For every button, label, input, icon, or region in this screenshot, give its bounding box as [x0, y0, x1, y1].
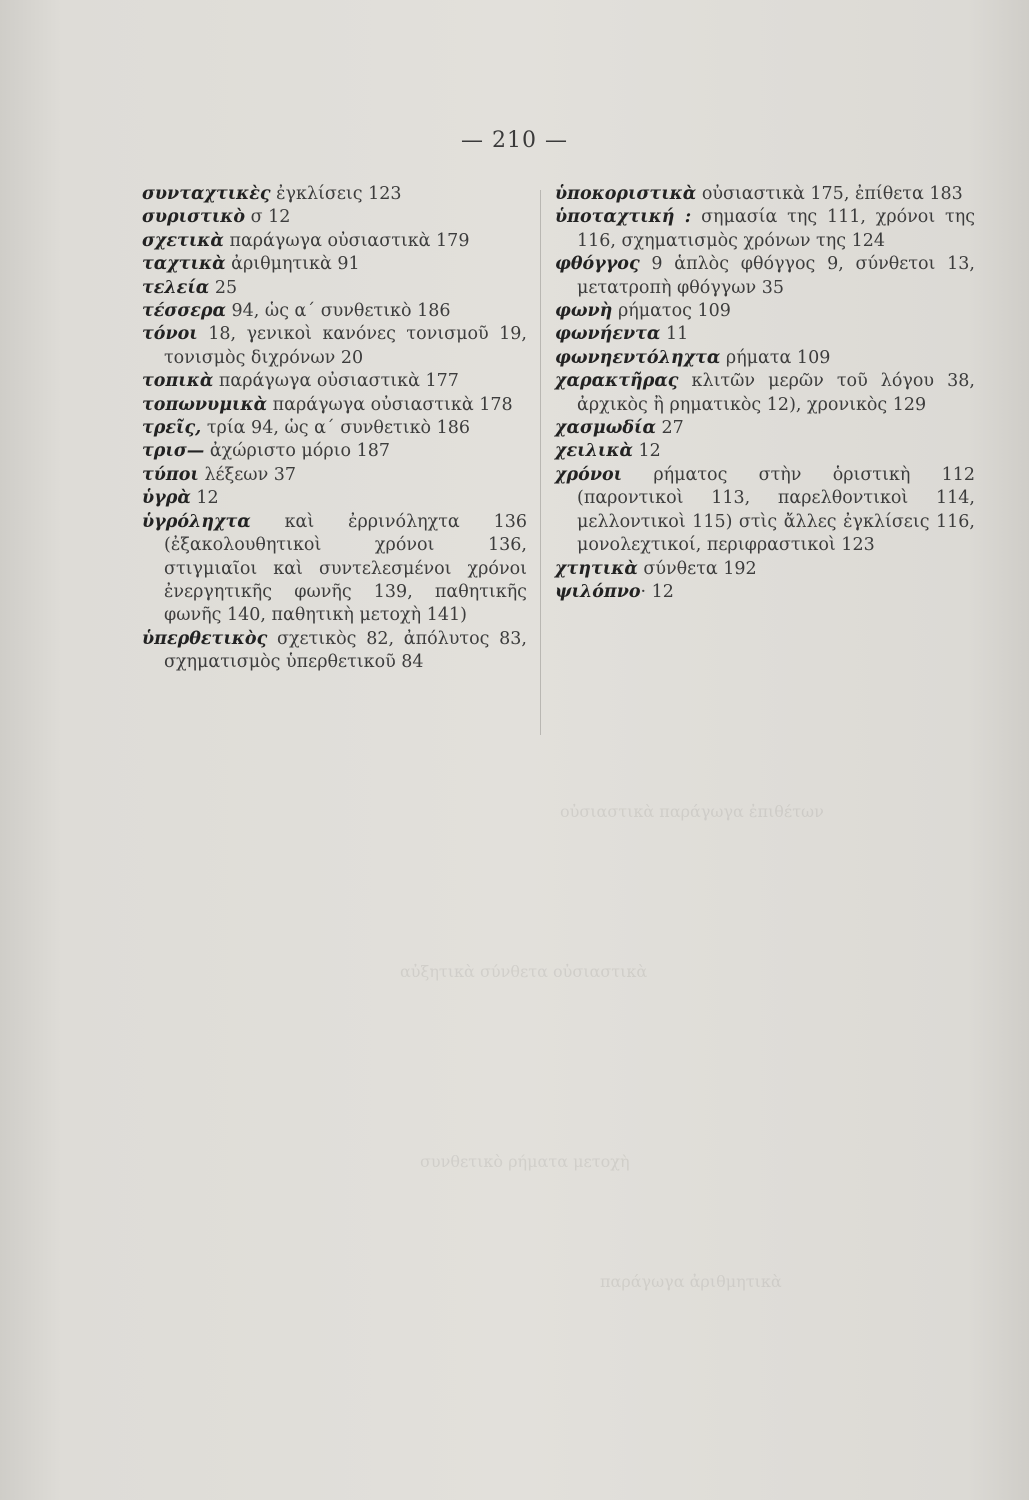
index-entry	[555, 370, 975, 417]
index-entry	[142, 323, 527, 370]
index-term: τελεία	[142, 277, 210, 298]
index-entry	[555, 558, 975, 581]
index-references: 12	[190, 488, 219, 509]
index-term: ψιλόπνο	[555, 581, 641, 602]
index-entry	[142, 183, 527, 206]
index-references: 25	[209, 277, 238, 298]
index-term: τοπωνυμικὰ	[142, 394, 268, 415]
bleed-through-text: αὐξητικὰ σύνθετα οὐσιαστικὰ	[400, 962, 648, 981]
index-references: 27	[655, 418, 684, 439]
index-entry	[555, 464, 975, 558]
index-entry	[555, 253, 975, 300]
index-term: σχετικὰ	[142, 230, 224, 251]
index-entry	[142, 277, 527, 300]
index-references: 12	[632, 441, 661, 462]
index-entry	[142, 300, 527, 323]
index-term: χρόνοι	[555, 464, 623, 485]
index-references: 18, γενικοὶ κανόνες τονισμοῦ 19, τονισμὸς διχρόνων 20	[164, 324, 527, 368]
index-references: σχετικὸς 82, ἀπόλυτος 83, σχηματισμὸς ὑπερθετικοῦ 84	[164, 628, 527, 673]
index-references: ρήματα 109	[720, 347, 831, 368]
index-term: ὑγρὰ	[142, 488, 191, 509]
index-references: παράγωγα οὐσιαστικὰ 178	[267, 394, 513, 415]
index-term: ταχτικὰ	[142, 254, 226, 275]
index-term: χαρακτῆρας	[555, 371, 679, 392]
index-references: οὐσιαστικὰ 175, ἐπίθετα 183	[696, 184, 963, 204]
index-references: ἀχώριστο μόριο 187	[204, 441, 390, 462]
index-entry	[142, 253, 527, 276]
index-references: παράγωγα οὐσιαστικὰ 177	[213, 371, 459, 392]
index-term: συνταχτικὲς	[142, 184, 271, 204]
index-entry	[142, 394, 527, 417]
index-entry	[142, 464, 527, 487]
index-term: ὑποταχτική :	[555, 207, 692, 228]
index-entry	[555, 206, 975, 253]
index-references: καὶ ἐρρινόληχτα 136 (ἐξακολουθητικοὶ χρόνοι 136, στιγμιαῖοι καὶ συντελεσμένοι χρόνοι ἐνεργητικῆς φωνῆς 139, παθητικῆς φωνῆς 140, παθητικὴ μετοχὴ 141)	[164, 511, 527, 626]
index-references: τρία 94, ὡς α΄ συνθετικὸ 186	[201, 418, 471, 439]
index-references: 11	[660, 324, 689, 345]
page-number: — 210 —	[461, 128, 568, 153]
index-entry	[142, 628, 527, 675]
index-term: φωνήεντα	[555, 324, 661, 345]
index-term: τοπικὰ	[142, 371, 214, 392]
index-references: κλιτῶν μερῶν τοῦ λόγου 38, ἀρχικὸς ἢ ρηματικὸς 12), χρονικὸς 129	[577, 371, 975, 415]
index-entry	[555, 417, 975, 440]
index-entry	[142, 511, 527, 628]
index-entry	[555, 581, 975, 604]
index-entry	[555, 183, 975, 206]
index-term: ὑγρόληχτα	[142, 511, 251, 532]
index-references: · 12	[640, 581, 674, 602]
index-entry	[142, 440, 527, 463]
bleed-through-text: οὐσιαστικὰ παράγωγα ἐπιθέτων	[560, 802, 824, 821]
index-column-left	[142, 183, 527, 675]
index-term: χειλικὰ	[555, 441, 633, 462]
index-entry	[555, 300, 975, 323]
index-term: τρισ—	[142, 441, 205, 462]
column-divider	[540, 190, 541, 735]
index-references: ἀριθμητικὰ 91	[225, 254, 360, 275]
index-term: τόνοι	[142, 324, 198, 345]
index-term: τρεῖς,	[142, 418, 202, 439]
index-entry	[142, 370, 527, 393]
index-term: ὑπερθετικὸς	[142, 628, 268, 649]
index-entry	[142, 230, 527, 253]
index-references: 94, ὡς α΄ συνθετικὸ 186	[225, 301, 451, 322]
index-references: λέξεων 37	[198, 464, 297, 485]
index-term: χτητικὰ	[555, 558, 638, 579]
index-entry	[555, 440, 975, 463]
bleed-through-text: συνθετικὸ ρήματα μετοχὴ	[420, 1152, 630, 1171]
index-references: παράγωγα οὐσιαστικὰ 179	[223, 230, 470, 251]
index-term: φωνηεντόληχτα	[555, 347, 721, 368]
index-entry	[555, 347, 975, 370]
index-references: ρήματος στὴν ὁριστικὴ 112 (παροντικοὶ 113, παρελθοντικοὶ 114, μελλοντικοὶ 115) στὶς ἄλλες ἐγκλίσεις 116, μονολεχτικοί, περιφραστικοὶ 123	[577, 464, 975, 556]
index-entry	[142, 417, 527, 440]
index-references: ρήματος 109	[612, 301, 731, 322]
index-term: ὑποκοριστικὰ	[555, 184, 697, 204]
index-column-right	[555, 183, 975, 604]
index-term: χασμωδία	[555, 418, 656, 439]
index-entry	[555, 323, 975, 346]
index-term: φωνὴ	[555, 301, 613, 322]
index-entry	[142, 487, 527, 510]
index-term: τύποι	[142, 464, 199, 485]
index-references: σημασία της 111, χρόνοι της 116, σχηματισμὸς χρόνων της 124	[577, 207, 975, 251]
index-term: φθόγγος	[555, 254, 640, 275]
index-references: ἐγκλίσεις 123	[270, 184, 402, 204]
index-term: τέσσερα	[142, 301, 226, 322]
index-references: σύνθετα 192	[637, 558, 757, 579]
index-references: 9 ἁπλὸς φθόγγος 9, σύνθετοι 13, μετατροπὴ φθόγγων 35	[577, 254, 975, 298]
index-term: συριστικὸ	[142, 207, 246, 228]
bleed-through-text: παράγωγα ἀριθμητικὰ	[600, 1272, 782, 1291]
index-references: σ 12	[245, 207, 291, 228]
index-entry	[142, 206, 527, 229]
